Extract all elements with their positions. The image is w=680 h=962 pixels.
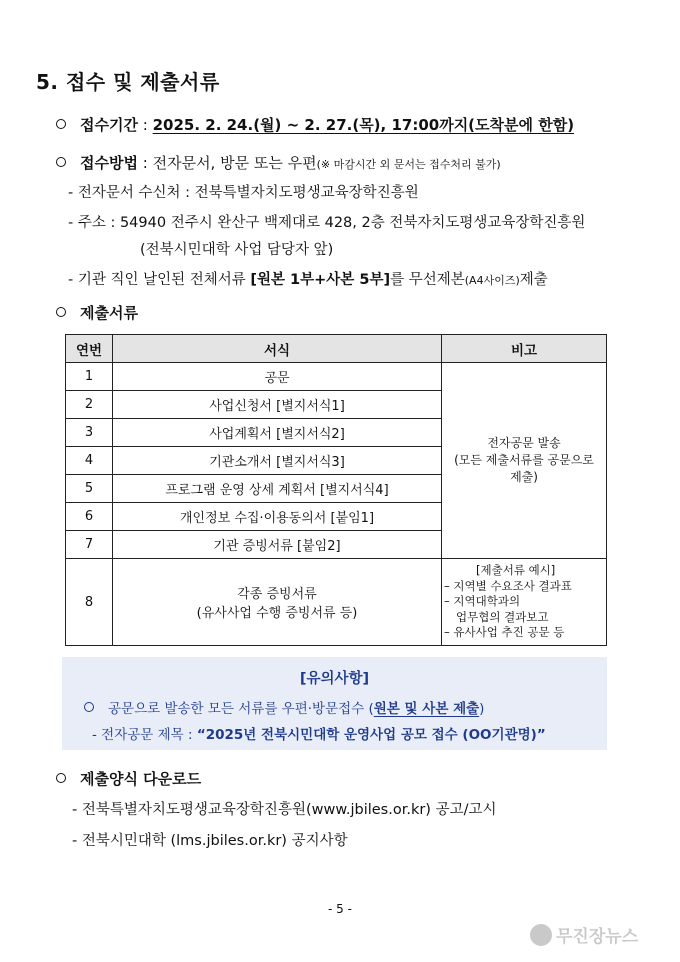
row-number: 4 <box>66 447 113 475</box>
submission-table <box>65 334 607 646</box>
table-header: 서식 <box>113 335 442 363</box>
period-value: 2025. 2. 24.(월) ~ 2. 27.(목), 17:00까지(도착분에 한함) <box>152 116 575 134</box>
page-number: - 5 - <box>328 902 352 916</box>
remark-line: (모든 제출서류를 공문으로 <box>454 453 594 467</box>
method-label: 접수방법 <box>80 154 138 172</box>
method-value: 전자문서, 방문 또는 우편 <box>152 154 317 172</box>
row-number: 5 <box>66 475 113 503</box>
bullet-circle-icon <box>56 307 66 317</box>
period-label: 접수기간 <box>80 116 138 134</box>
remark-example-line: [제출서류 예시] <box>476 563 556 578</box>
address-line-2: (전북시민대학 사업 담당자 앞) <box>140 242 334 258</box>
period-sep: : <box>142 116 148 134</box>
table-header: 비고 <box>442 335 607 363</box>
row-number: 7 <box>66 531 113 559</box>
row-form: 프로그램 운영 상세 계획서 [별지서식4] <box>113 475 442 503</box>
table-row <box>66 363 607 391</box>
row-form: 사업계획서 [별지서식2] <box>113 419 442 447</box>
notice-line-1-prefix: 공문으로 발송한 모든 서류를 우편·방문접수 ( <box>108 701 374 717</box>
row-form: 공문 <box>113 363 442 391</box>
download-item-1: - 전북특별자치도평생교육장학진흥원(www.jbiles.or.kr) 공고/고시 <box>72 802 497 818</box>
download-heading: 제출양식 다운로드 <box>80 770 202 788</box>
bullet-circle-icon <box>56 157 66 167</box>
row-number: 2 <box>66 391 113 419</box>
watermark-text: 무진장뉴스 <box>556 927 639 947</box>
row-form-line: (유사사업 수행 증빙서류 등) <box>196 606 358 621</box>
method-note: (※ 마감시간 외 문서는 접수처리 불가) <box>316 158 501 171</box>
docs-heading-line <box>56 302 138 323</box>
row-form: 기관 증빙서류 [붙임2] <box>113 531 442 559</box>
seal-size: (A4사이즈) <box>464 274 520 287</box>
remark-example-line: – 지역별 수요조사 결과표 <box>444 578 572 593</box>
row-number: 8 <box>66 559 113 646</box>
download-item-2: - 전북시민대학 (lms.jbiles.or.kr) 공지사항 <box>72 833 348 849</box>
address-line: - 주소 : 54940 전주시 완산구 백제대로 428, 2층 전북자치도평생교육장학진흥원 <box>68 215 586 231</box>
remark-line: 제출) <box>510 470 538 484</box>
remark-example-line: 업무협의 결과보고 <box>456 609 549 624</box>
method-line <box>56 152 501 173</box>
seal-copies: [원본 1부+사본 5부] <box>250 272 391 288</box>
notice-line-1 <box>84 697 484 717</box>
period-line <box>56 114 574 135</box>
remark-examples <box>442 559 607 646</box>
docs-heading: 제출서류 <box>80 304 138 322</box>
notice-line-2-bold: “2025년 전북시민대학 운영사업 공모 접수 (OO기관명)” <box>196 727 546 743</box>
row-form: 개인정보 수집·이용동의서 [붙임1] <box>113 503 442 531</box>
notice-line-2 <box>92 723 546 743</box>
row-number: 6 <box>66 503 113 531</box>
row-form: 기관소개서 [별지서식3] <box>113 447 442 475</box>
download-heading-line <box>56 768 201 789</box>
row-number: 3 <box>66 419 113 447</box>
bullet-circle-icon <box>56 119 66 129</box>
remark-example-line: – 지역대학과의 <box>444 594 521 609</box>
section-heading: 5. 접수 및 제출서류 <box>36 70 220 94</box>
seal-prefix: - 기관 직인 날인된 전체서류 <box>68 272 251 288</box>
remark-line: 전자공문 발송 <box>487 436 561 450</box>
seal-end: 제출 <box>519 272 548 288</box>
notice-line-1-suffix: ) <box>479 701 485 717</box>
bullet-circle-icon <box>84 702 94 712</box>
row-form <box>113 559 442 646</box>
remark-cell <box>442 363 607 559</box>
method-sep: : <box>142 154 148 172</box>
watermark <box>530 922 638 947</box>
row-number: 1 <box>66 363 113 391</box>
notice-box <box>62 657 607 750</box>
watermark-logo-icon <box>530 924 552 946</box>
notice-title: [유의사항] <box>299 671 370 687</box>
remark-example-line: – 유사사업 추진 공문 등 <box>444 625 565 640</box>
seal-mid: 를 무선제본 <box>390 272 465 288</box>
row-form: 사업신청서 [별지서식1] <box>113 391 442 419</box>
notice-line-2-prefix: - 전자공문 제목 : <box>92 727 197 743</box>
seal-line <box>68 268 548 289</box>
table-row <box>66 559 607 646</box>
row-form-line: 각종 증빙서류 <box>237 587 317 602</box>
receiver-line: - 전자문서 수신처 : 전북특별자치도평생교육장학진흥원 <box>68 185 419 201</box>
bullet-circle-icon <box>56 773 66 783</box>
table-header: 연번 <box>66 335 113 363</box>
notice-line-1-bold: 원본 및 사본 제출 <box>373 701 480 717</box>
